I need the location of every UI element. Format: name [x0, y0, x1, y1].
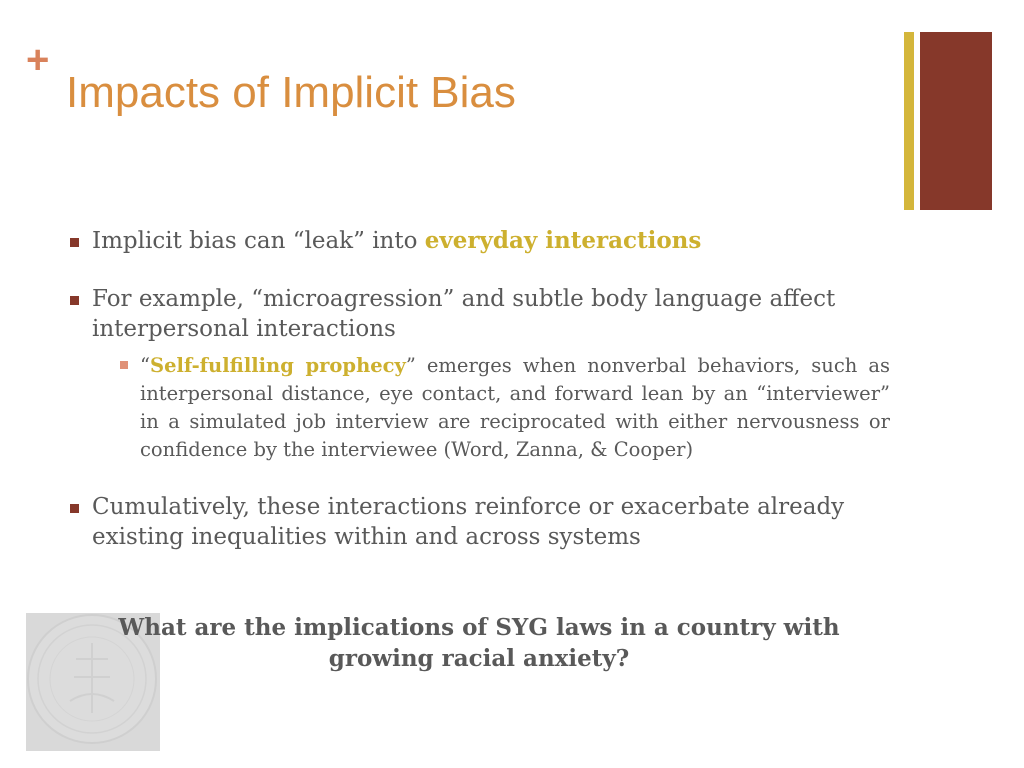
- bullet-list: [70, 226, 890, 580]
- bullet-item: [70, 226, 890, 256]
- bullet-square-icon: [70, 238, 79, 247]
- bullet-square-icon: [70, 296, 79, 305]
- bullet-text: Cumulatively, these interactions reinforce or exacerbate already existing inequalities within and across systems: [92, 494, 845, 550]
- closing-question: What are the implications of SYG laws in a country with growing racial anxiety?: [118, 614, 840, 672]
- slide-title: Impacts of Implicit Bias: [66, 68, 516, 117]
- sub-bullet-square-icon: [120, 361, 128, 369]
- sub-bullet-text: ” emerges when nonverbal behaviors, such as interpersonal distance, eye contact, and forward lean by an “interviewer” in a simulated job interview are reciprocated with either nervousness or confidence by the interviewee (Word, Zanna, & Cooper): [140, 354, 891, 461]
- bullet-item: [70, 284, 890, 464]
- highlight-text: everyday interactions: [424, 227, 702, 254]
- bullet-text: For example, “microagression” and subtle body language affect interpersonal interactions: [92, 286, 836, 342]
- sub-bullet-item: [120, 352, 890, 464]
- decorative-gold-bar: [904, 32, 914, 210]
- sub-bullet-open-quote: “: [140, 354, 150, 377]
- bullet-text: Implicit bias can “leak” into: [92, 228, 425, 254]
- decorative-brown-bar: [920, 32, 992, 210]
- plus-icon: +: [26, 38, 50, 82]
- highlight-text: Self-fulfilling prophecy: [149, 354, 406, 377]
- bullet-square-icon: [70, 504, 79, 513]
- bullet-item: [70, 492, 890, 552]
